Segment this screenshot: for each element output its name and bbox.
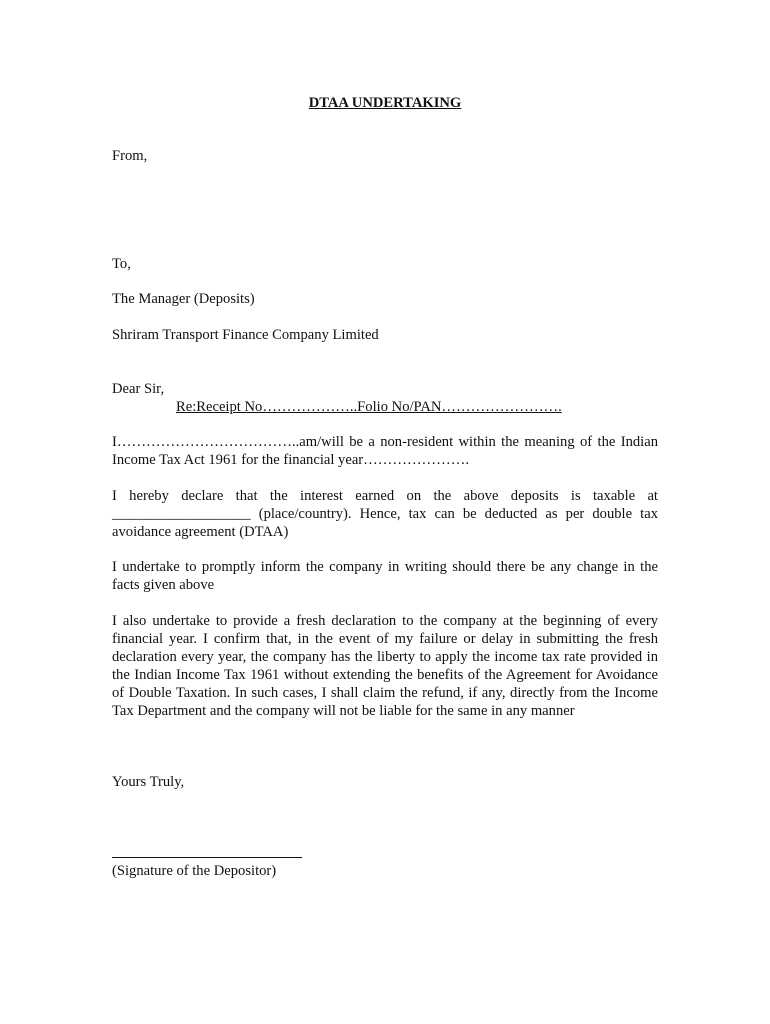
from-label: From, xyxy=(112,148,148,164)
signature-caption: (Signature of the Depositor) xyxy=(112,863,277,879)
paragraph-taxable-declaration: I hereby declare that the interest earned on the above deposits is taxable at ___________________ (place/country). Hence, tax can be deducted as per double tax avoidance agreement (DTAA) xyxy=(112,488,658,540)
paragraph-fresh-declaration: I also undertake to provide a fresh declaration to the company at the beginning of every financial year. I confirm that, in the event of my failure or delay in submitting the fresh declaration every year, the company has the liberty to apply the income tax rate provided in the Indian Income Tax 1961 without extending the benefits of the Agreement for Avoidance of Double Taxation. In such cases, I shall claim the refund, if any, directly from the Income Tax Department and the company will not be liable for the same in any manner xyxy=(112,613,658,719)
signature-line xyxy=(112,857,302,858)
paragraph-non-resident: I………………………………..am/will be a non-resident within the meaning of the Indian Income Tax Act 1961 for the financial year…………………. xyxy=(112,434,658,468)
reference-line: Re:Receipt No………………..Folio No/PAN……………………. xyxy=(176,399,562,415)
closing: Yours Truly, xyxy=(112,774,185,790)
addressee-line-2: Shriram Transport Finance Company Limited xyxy=(112,327,379,343)
paragraph-inform-change: I undertake to promptly inform the company in writing should there be any change in the facts given above xyxy=(112,559,658,593)
document-title: DTAA UNDERTAKING xyxy=(308,95,462,111)
to-label: To, xyxy=(112,256,131,272)
salutation: Dear Sir, xyxy=(112,381,165,397)
addressee-line-1: The Manager (Deposits) xyxy=(112,291,255,307)
